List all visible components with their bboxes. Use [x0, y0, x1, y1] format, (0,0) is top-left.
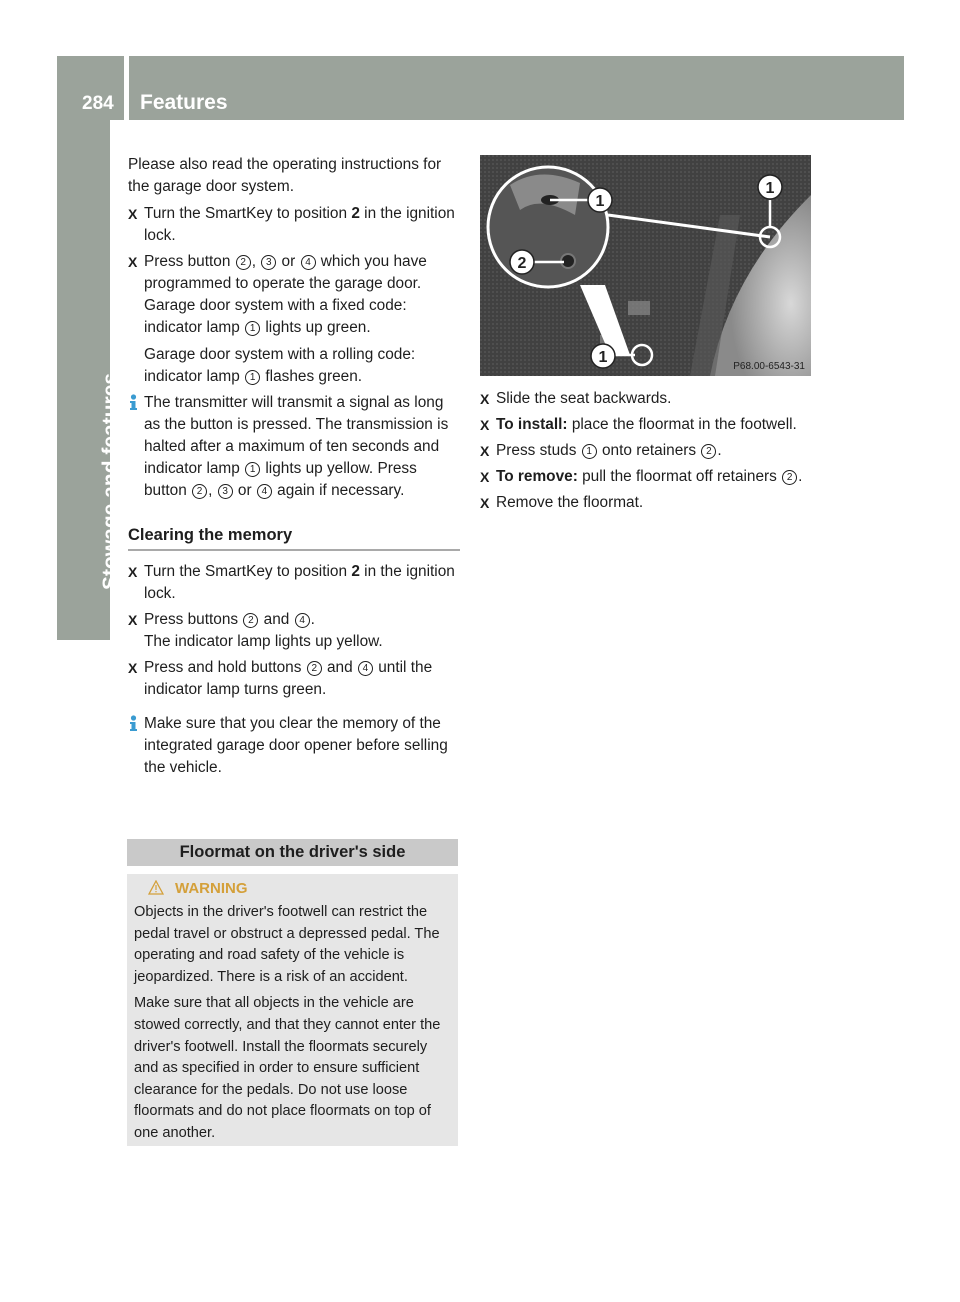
step-detail: The indicator lamp lights up yellow.: [144, 633, 383, 650]
step-arrow-icon: X: [128, 254, 138, 270]
callout-number: 1: [245, 462, 260, 477]
right-column: [480, 388, 810, 518]
step-arrow-icon: X: [480, 443, 490, 459]
warning-text: Make sure that all objects in the vehicle are stowed correctly, and that they cannot enter the driver's footwell. Install the floormats securely and as specified in order to ensure sufficient clearance for the pedals. Do not use loose floormats and do not place floormats on top of one another.: [134, 995, 441, 1141]
callout-number: 4: [301, 255, 316, 270]
callout-number: 3: [218, 484, 233, 499]
left-column: [128, 154, 460, 783]
figure-code: P68.00-6543-31: [733, 361, 805, 372]
step-detail: Garage door system with a fixed code: indicator lamp 1 lights up green.: [144, 297, 407, 336]
step-arrow-icon: X: [128, 206, 138, 222]
callout-number: 2: [236, 255, 251, 270]
step-arrow-icon: X: [128, 660, 138, 676]
warning-text: Objects in the driver's footwell can restrict the pedal travel or obstruct a depressed pedal. The operating and road safety of the vehicle is jeopardized. There is a risk of an accident.: [134, 904, 440, 985]
warning-triangle-icon: [148, 880, 164, 895]
step-arrow-icon: X: [480, 417, 490, 433]
step-detail: Garage door system with a rolling code: indicator lamp 1 flashes green.: [144, 346, 416, 385]
intro-text: Please also read the operating instructions for the garage door system.: [128, 156, 442, 195]
callout-number: 1: [245, 321, 260, 336]
header-separator: [124, 56, 129, 120]
callout-number: 4: [358, 661, 373, 676]
info-note: Make sure that you clear the memory of the integrated garage door opener before selling the vehicle.: [128, 713, 460, 779]
section-heading-floormat: Floormat on the driver's side: [127, 839, 458, 866]
step-arrow-icon: X: [480, 391, 490, 407]
info-note: The transmitter will transmit a signal as long as the button is pressed. The transmission is halted after a maximum of ten seconds and indicator lamp 1 lights up yellow. Press button 2 , 3 or 4 again if necessary.: [128, 392, 460, 502]
page-number: 284: [82, 93, 114, 114]
callout-number: 1: [245, 370, 260, 385]
step-item: X Press studs 1 onto retainers 2 .: [480, 440, 810, 462]
step-item: X Press buttons 2 and 4 . The indicator lamp lights up yellow.: [128, 609, 460, 653]
callout-label: 1: [598, 349, 608, 366]
callout-number: 2: [307, 661, 322, 676]
callout-number: 1: [582, 444, 597, 459]
info-icon: [127, 394, 140, 411]
step-item: X Press and hold buttons 2 and 4 until the indicator lamp turns green.: [128, 659, 433, 698]
callout-number: 2: [782, 470, 797, 485]
mat-marking: [628, 301, 650, 315]
step-item: X To install: place the floormat in the footwell.: [480, 414, 810, 436]
callout-number: 2: [192, 484, 207, 499]
callout-number: 2: [701, 444, 716, 459]
step-item: X Slide the seat backwards.: [480, 388, 810, 410]
step-item: X Remove the floormat.: [480, 492, 810, 514]
step-item: X Turn the SmartKey to position 2 in the ignition lock.: [128, 205, 455, 244]
callout-number: 4: [257, 484, 272, 499]
step-item: X Turn the SmartKey to position 2 in the ignition lock.: [128, 563, 455, 602]
callout-label: 1: [595, 193, 605, 210]
step-arrow-icon: X: [480, 469, 490, 485]
floormat-figure: [480, 155, 811, 376]
step-arrow-icon: X: [128, 612, 138, 628]
step-arrow-icon: X: [128, 564, 138, 580]
callout-number: 3: [261, 255, 276, 270]
side-chapter-label: Stowage and features: [99, 372, 122, 590]
warning-title: WARNING: [148, 878, 452, 900]
page-title: Features: [140, 91, 228, 114]
info-icon: [127, 715, 140, 732]
step-item: X To remove: pull the floormat off retainers 2 .: [480, 466, 810, 488]
callout-number: 4: [295, 613, 310, 628]
section-heading: Clearing the memory: [128, 524, 460, 551]
callout-label: 2: [517, 255, 527, 272]
step-item: X Press button 2 , 3 or 4 which you have programmed to operate the garage door. Garage door system with a fixed code: indicator lamp 1 lights up green. Garage door system with a rolling code: indicator lamp 1 flashes green.: [128, 251, 460, 388]
warning-box: [127, 874, 458, 1146]
callout-number: 2: [243, 613, 258, 628]
callout-label: 1: [765, 180, 775, 197]
step-arrow-icon: X: [480, 495, 490, 511]
